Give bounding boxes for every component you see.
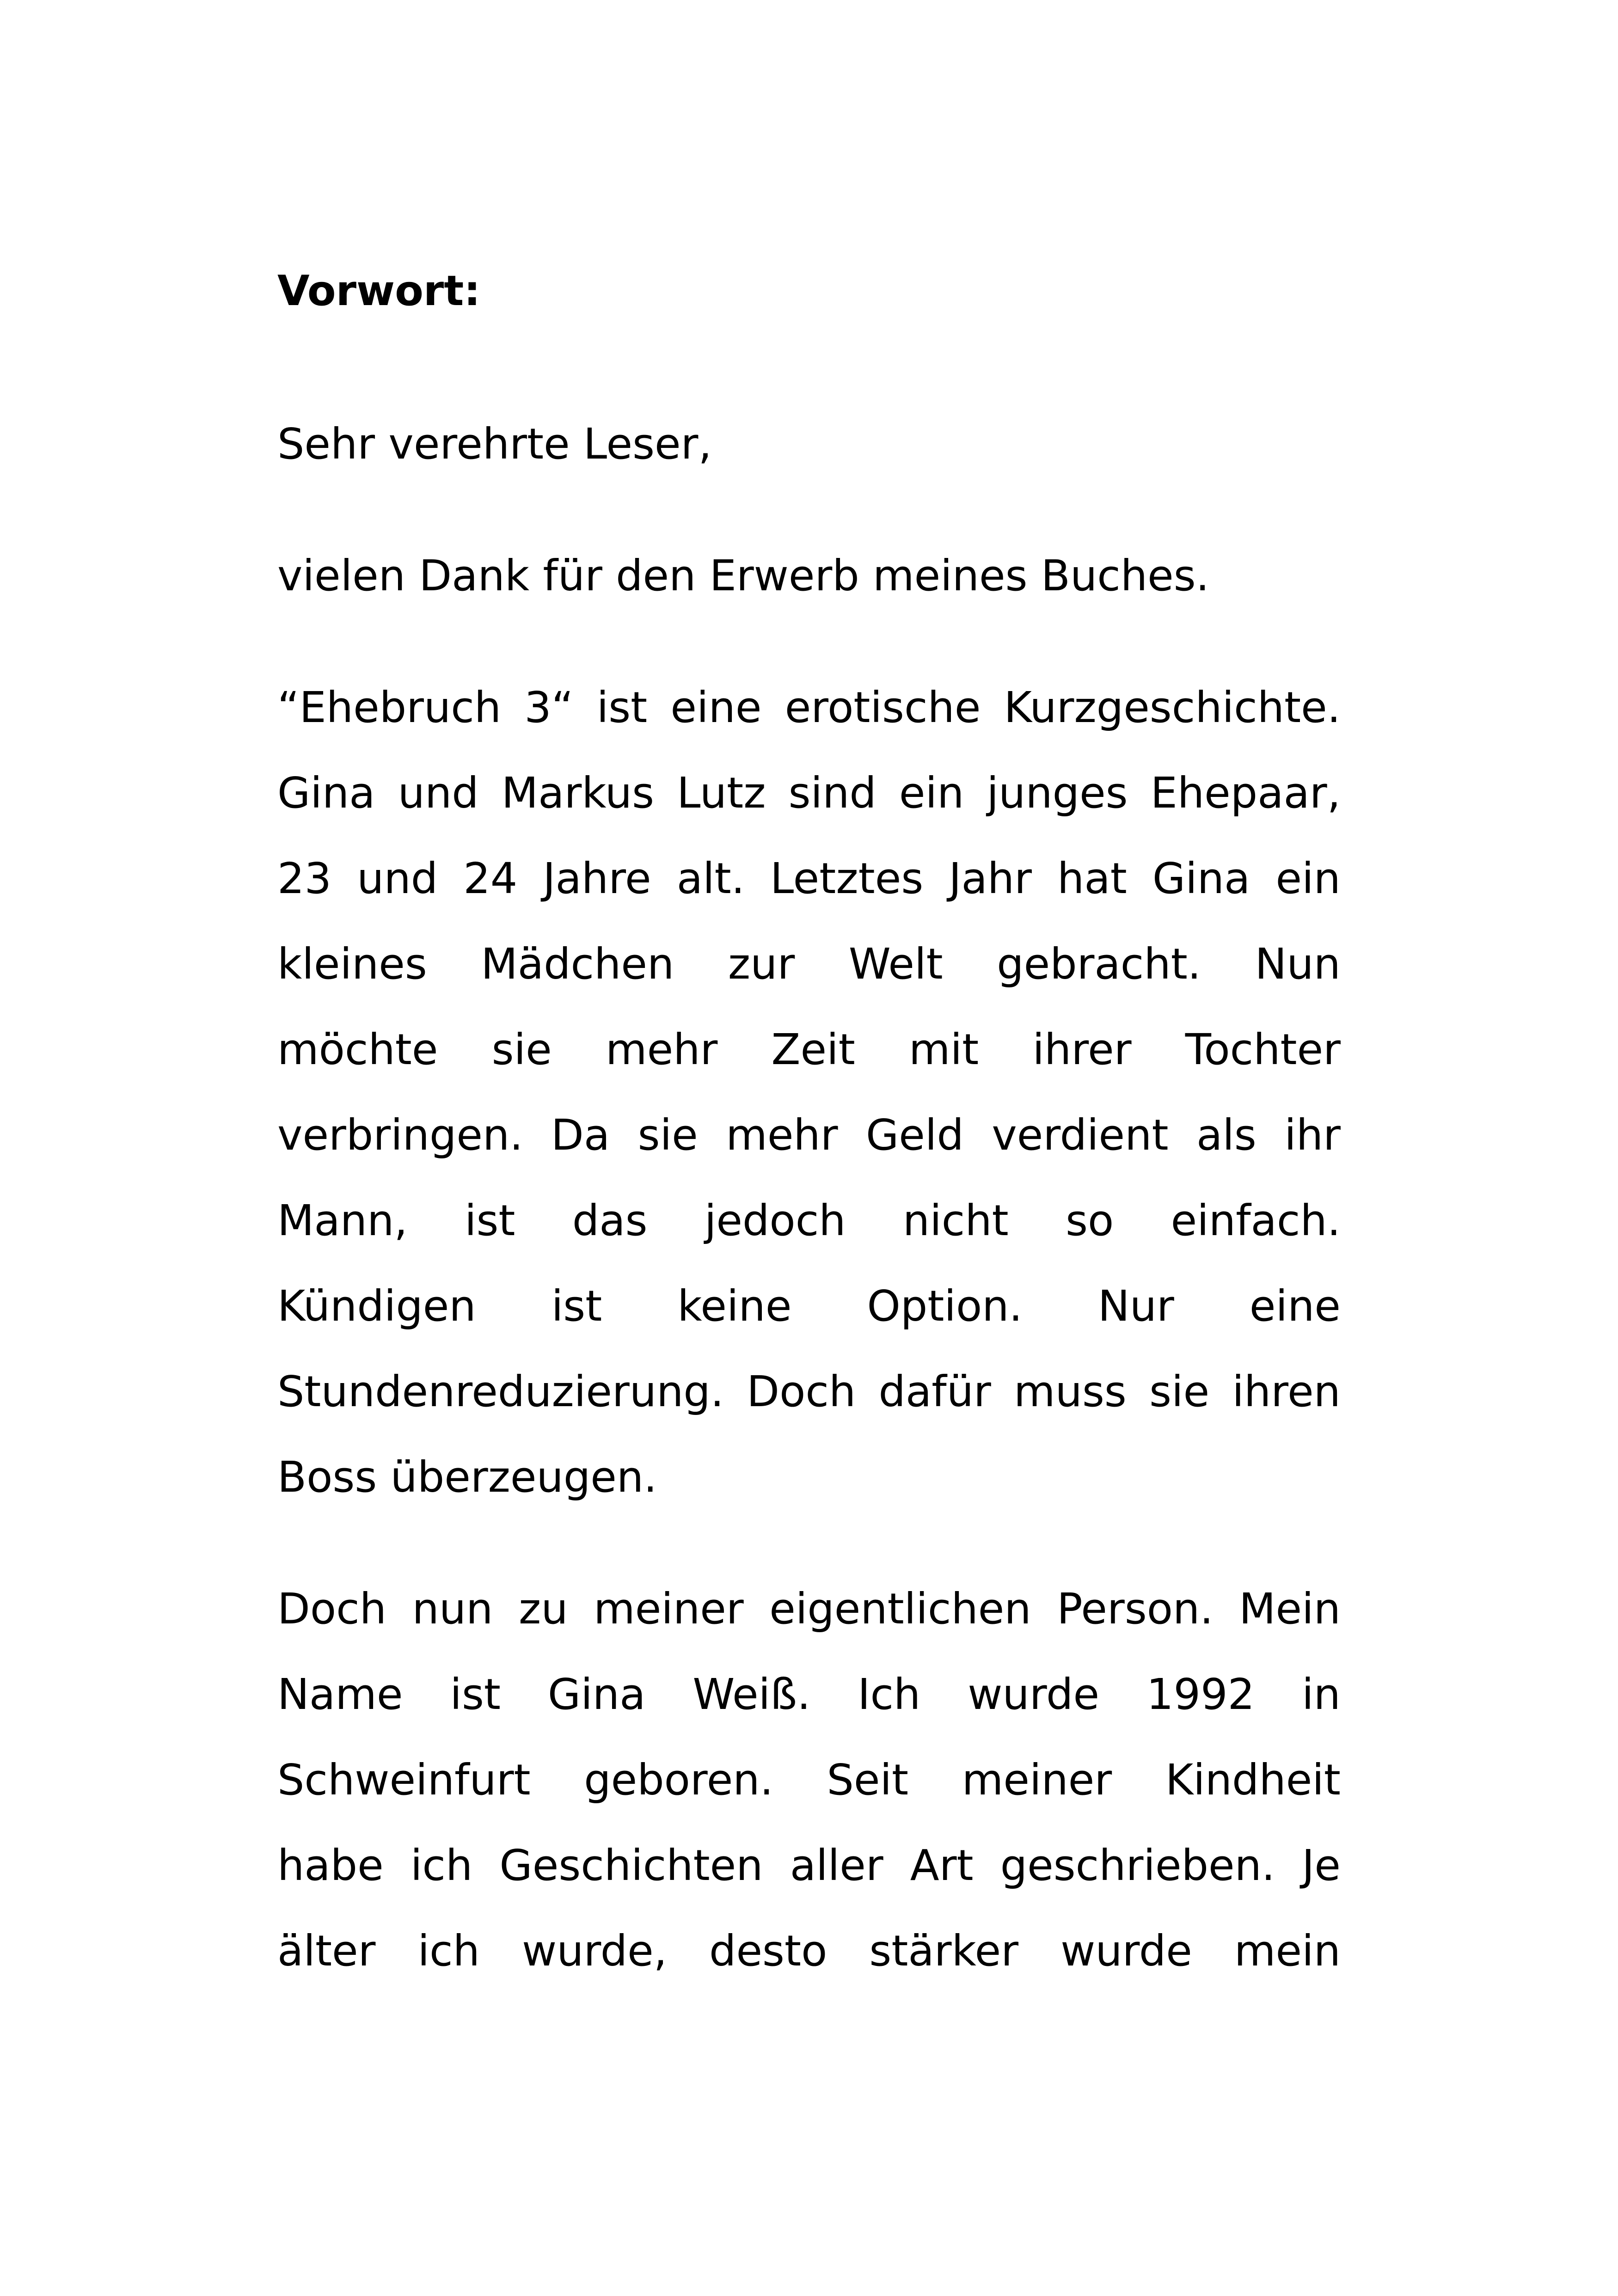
- text-line: 23 und 24 Jahre alt. Letztes Jahr hat Gina ein: [277, 854, 1341, 903]
- text-line: habe ich Geschichten aller Art geschrieben. Je: [277, 1841, 1341, 1890]
- text-line: älter ich wurde, desto stärker wurde mein: [277, 1926, 1341, 1976]
- text-line: Name ist Gina Weiß. Ich wurde 1992 in: [277, 1670, 1341, 1719]
- text-line: Stundenreduzierung. Doch dafür muss sie ihren: [277, 1367, 1341, 1416]
- text-line: verbringen. Da sie mehr Geld verdient als ihr: [277, 1110, 1341, 1160]
- story-summary-paragraph: [277, 665, 1341, 1520]
- text-line: Doch nun zu meiner eigentlichen Person. Mein: [277, 1584, 1341, 1634]
- text-line: möchte sie mehr Zeit mit ihrer Tochter: [277, 1025, 1341, 1074]
- document-body: [277, 268, 1341, 2040]
- author-paragraph: [277, 1566, 1341, 1994]
- text-line: Schweinfurt geboren. Seit meiner Kindheit: [277, 1755, 1341, 1805]
- text-line: Boss überzeugen.: [277, 1452, 657, 1502]
- thanks-paragraph: [277, 533, 1341, 618]
- text-line: Mann, ist das jedoch nicht so einfach.: [277, 1196, 1341, 1245]
- page-heading: Vorwort:: [277, 267, 481, 315]
- text-line: Kündigen ist keine Option. Nur eine: [277, 1281, 1341, 1331]
- text-line: Gina und Markus Lutz sind ein junges Ehepaar,: [277, 768, 1341, 818]
- text-line: “Ehebruch 3“ ist eine erotische Kurzgeschichte.: [277, 683, 1341, 732]
- text-line: kleines Mädchen zur Welt gebracht. Nun: [277, 939, 1341, 989]
- salutation: [277, 401, 1341, 487]
- thanks-line: vielen Dank für den Erwerb meines Buches.: [277, 551, 1209, 600]
- salutation-line: Sehr verehrte Leser,: [277, 419, 712, 469]
